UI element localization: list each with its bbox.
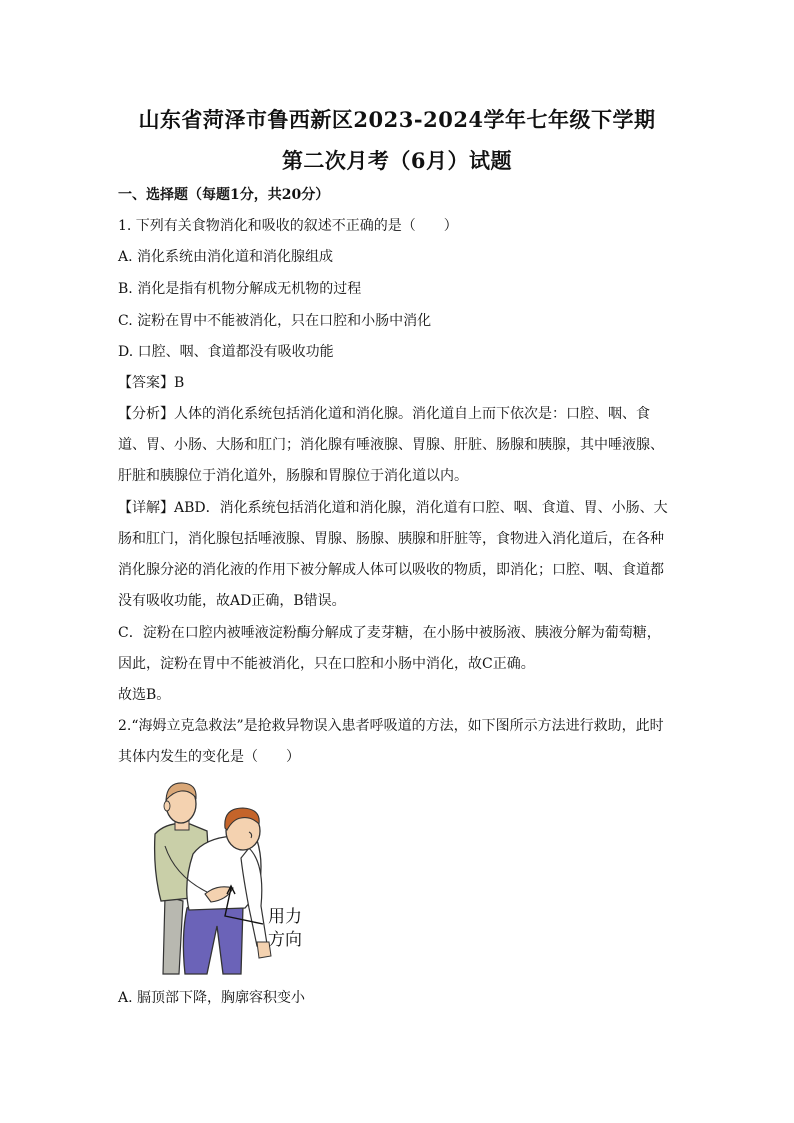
question-1-option-b: B. 消化是指有机物分解成无机物的过程 bbox=[118, 281, 362, 297]
detail-line: 故选B。 bbox=[118, 687, 171, 703]
question-1-option-c: C. 淀粉在胃中不能被消化，只在口腔和小肠中消化 bbox=[118, 313, 432, 329]
page-title: 山东省菏泽市鲁西新区2023-2024学年七年级下学期 bbox=[138, 107, 656, 132]
question-1-option-d: D. 口腔、咽、食道都没有吸收功能 bbox=[118, 344, 334, 360]
question-2-stem: 其体内发生的变化是（ ） bbox=[118, 749, 300, 765]
section-heading: 一、选择题（每题1分，共20分） bbox=[118, 187, 330, 203]
question-1-option-a: A. 消化系统由消化道和消化腺组成 bbox=[118, 249, 334, 265]
question-2-stem: 2.“海姆立克急救法”是抢救异物误入患者呼吸道的方法，如下图所示方法进行救助，此时 bbox=[118, 718, 664, 734]
detail-line: 没有吸收功能，故AD正确，B错误。 bbox=[118, 593, 346, 609]
analysis-line: 肝脏和胰腺位于消化道外，肠腺和胃腺位于消化道以内。 bbox=[118, 468, 468, 484]
detail-line: 因此，淀粉在胃中不能被消化，只在口腔和小肠中消化，故C正确。 bbox=[118, 656, 535, 672]
analysis-line: 【分析】人体的消化系统包括消化道和消化腺。消化道自上而下依次是：口腔、咽、食 bbox=[118, 406, 650, 422]
detail-line: 消化腺分泌的消化液的作用下被分解成人体可以吸收的物质，即消化；口腔、咽、食道都 bbox=[118, 562, 664, 578]
question-2-option-a: A. 膈顶部下降，胸廓容积变小 bbox=[118, 990, 306, 1006]
figure-label-direction: 方向 bbox=[268, 930, 302, 950]
analysis-line: 道、胃、小肠、大肠和肛门；消化腺有唾液腺、胃腺、肝脏、肠腺和胰腺，其中唾液腺、 bbox=[118, 437, 664, 453]
detail-line: 【详解】ABD．消化系统包括消化道和消化腺，消化道有口腔、咽、食道、胃、小肠、大 bbox=[118, 500, 668, 516]
detail-line: C．淀粉在口腔内被唾液淀粉酶分解成了麦芽糖，在小肠中被肠液、胰液分解为葡萄糖， bbox=[118, 625, 661, 641]
detail-line: 肠和肛门，消化腺包括唾液腺、胃腺、肠腺、胰腺和肝脏等，食物进入消化道后，在各种 bbox=[118, 531, 664, 547]
question-1-answer: 【答案】B bbox=[118, 375, 185, 391]
figure-label-force: 用力 bbox=[268, 907, 302, 927]
page-subtitle: 第二次月考（6月）试题 bbox=[281, 148, 513, 173]
question-1-stem: 1. 下列有关食物消化和吸收的叙述不正确的是（ ） bbox=[118, 218, 458, 234]
